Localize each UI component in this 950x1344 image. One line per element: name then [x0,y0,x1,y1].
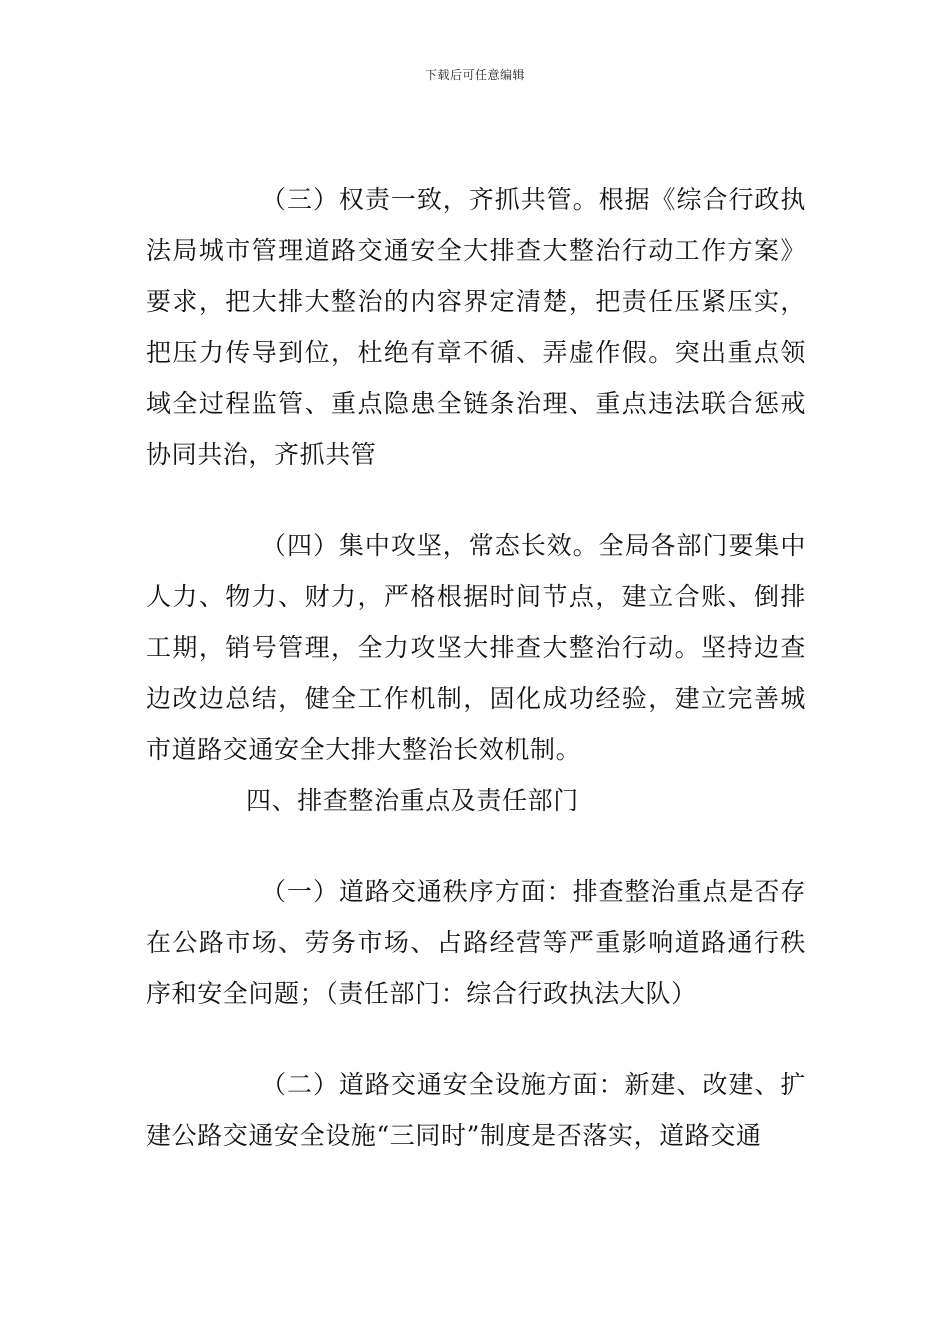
page-header: 下载后可任意编辑 [424,68,525,82]
section-heading-4: 四、排查整治重点及责任部门 [246,786,579,815]
paragraph-1-traffic-order: （一）道路交通秩序方面：排查整治重点是否存在公路市场、劳务市场、占路经营等严重影响道路通行秩序和安全问题；（责任部门：综合行政执法大队） [146,877,806,1008]
paragraph-4-focus: （四）集中攻坚，常态长效。全局各部门要集中人力、物力、财力，严格根据时间节点，建立合账、倒排工期，销号管理，全力攻坚大排查大整治行动。坚持边查边改边总结，健全工作机制，固化成功经验，建立完善城市道路交通安全大排大整治长效机制。 [146,531,806,764]
document-body [146,174,806,1161]
paragraph-3-authority: （三）权责一致，齐抓共管。根据《综合行政执法局城市管理道路交通安全大排查大整治行动工作方案》要求，把大排大整治的内容界定清楚，把责任压紧压实，把压力传导到位，杜绝有章不循、弄虚作假。突出重点领域全过程监管、重点隐患全链条治理、重点违法联合惩戒协同共治，齐抓共管 [146,185,806,469]
paragraph-2-safety-facilities: （二）道路交通安全设施方面：新建、改建、扩建公路交通安全设施“三同时”制度是否落实，道路交通 [146,1070,806,1150]
